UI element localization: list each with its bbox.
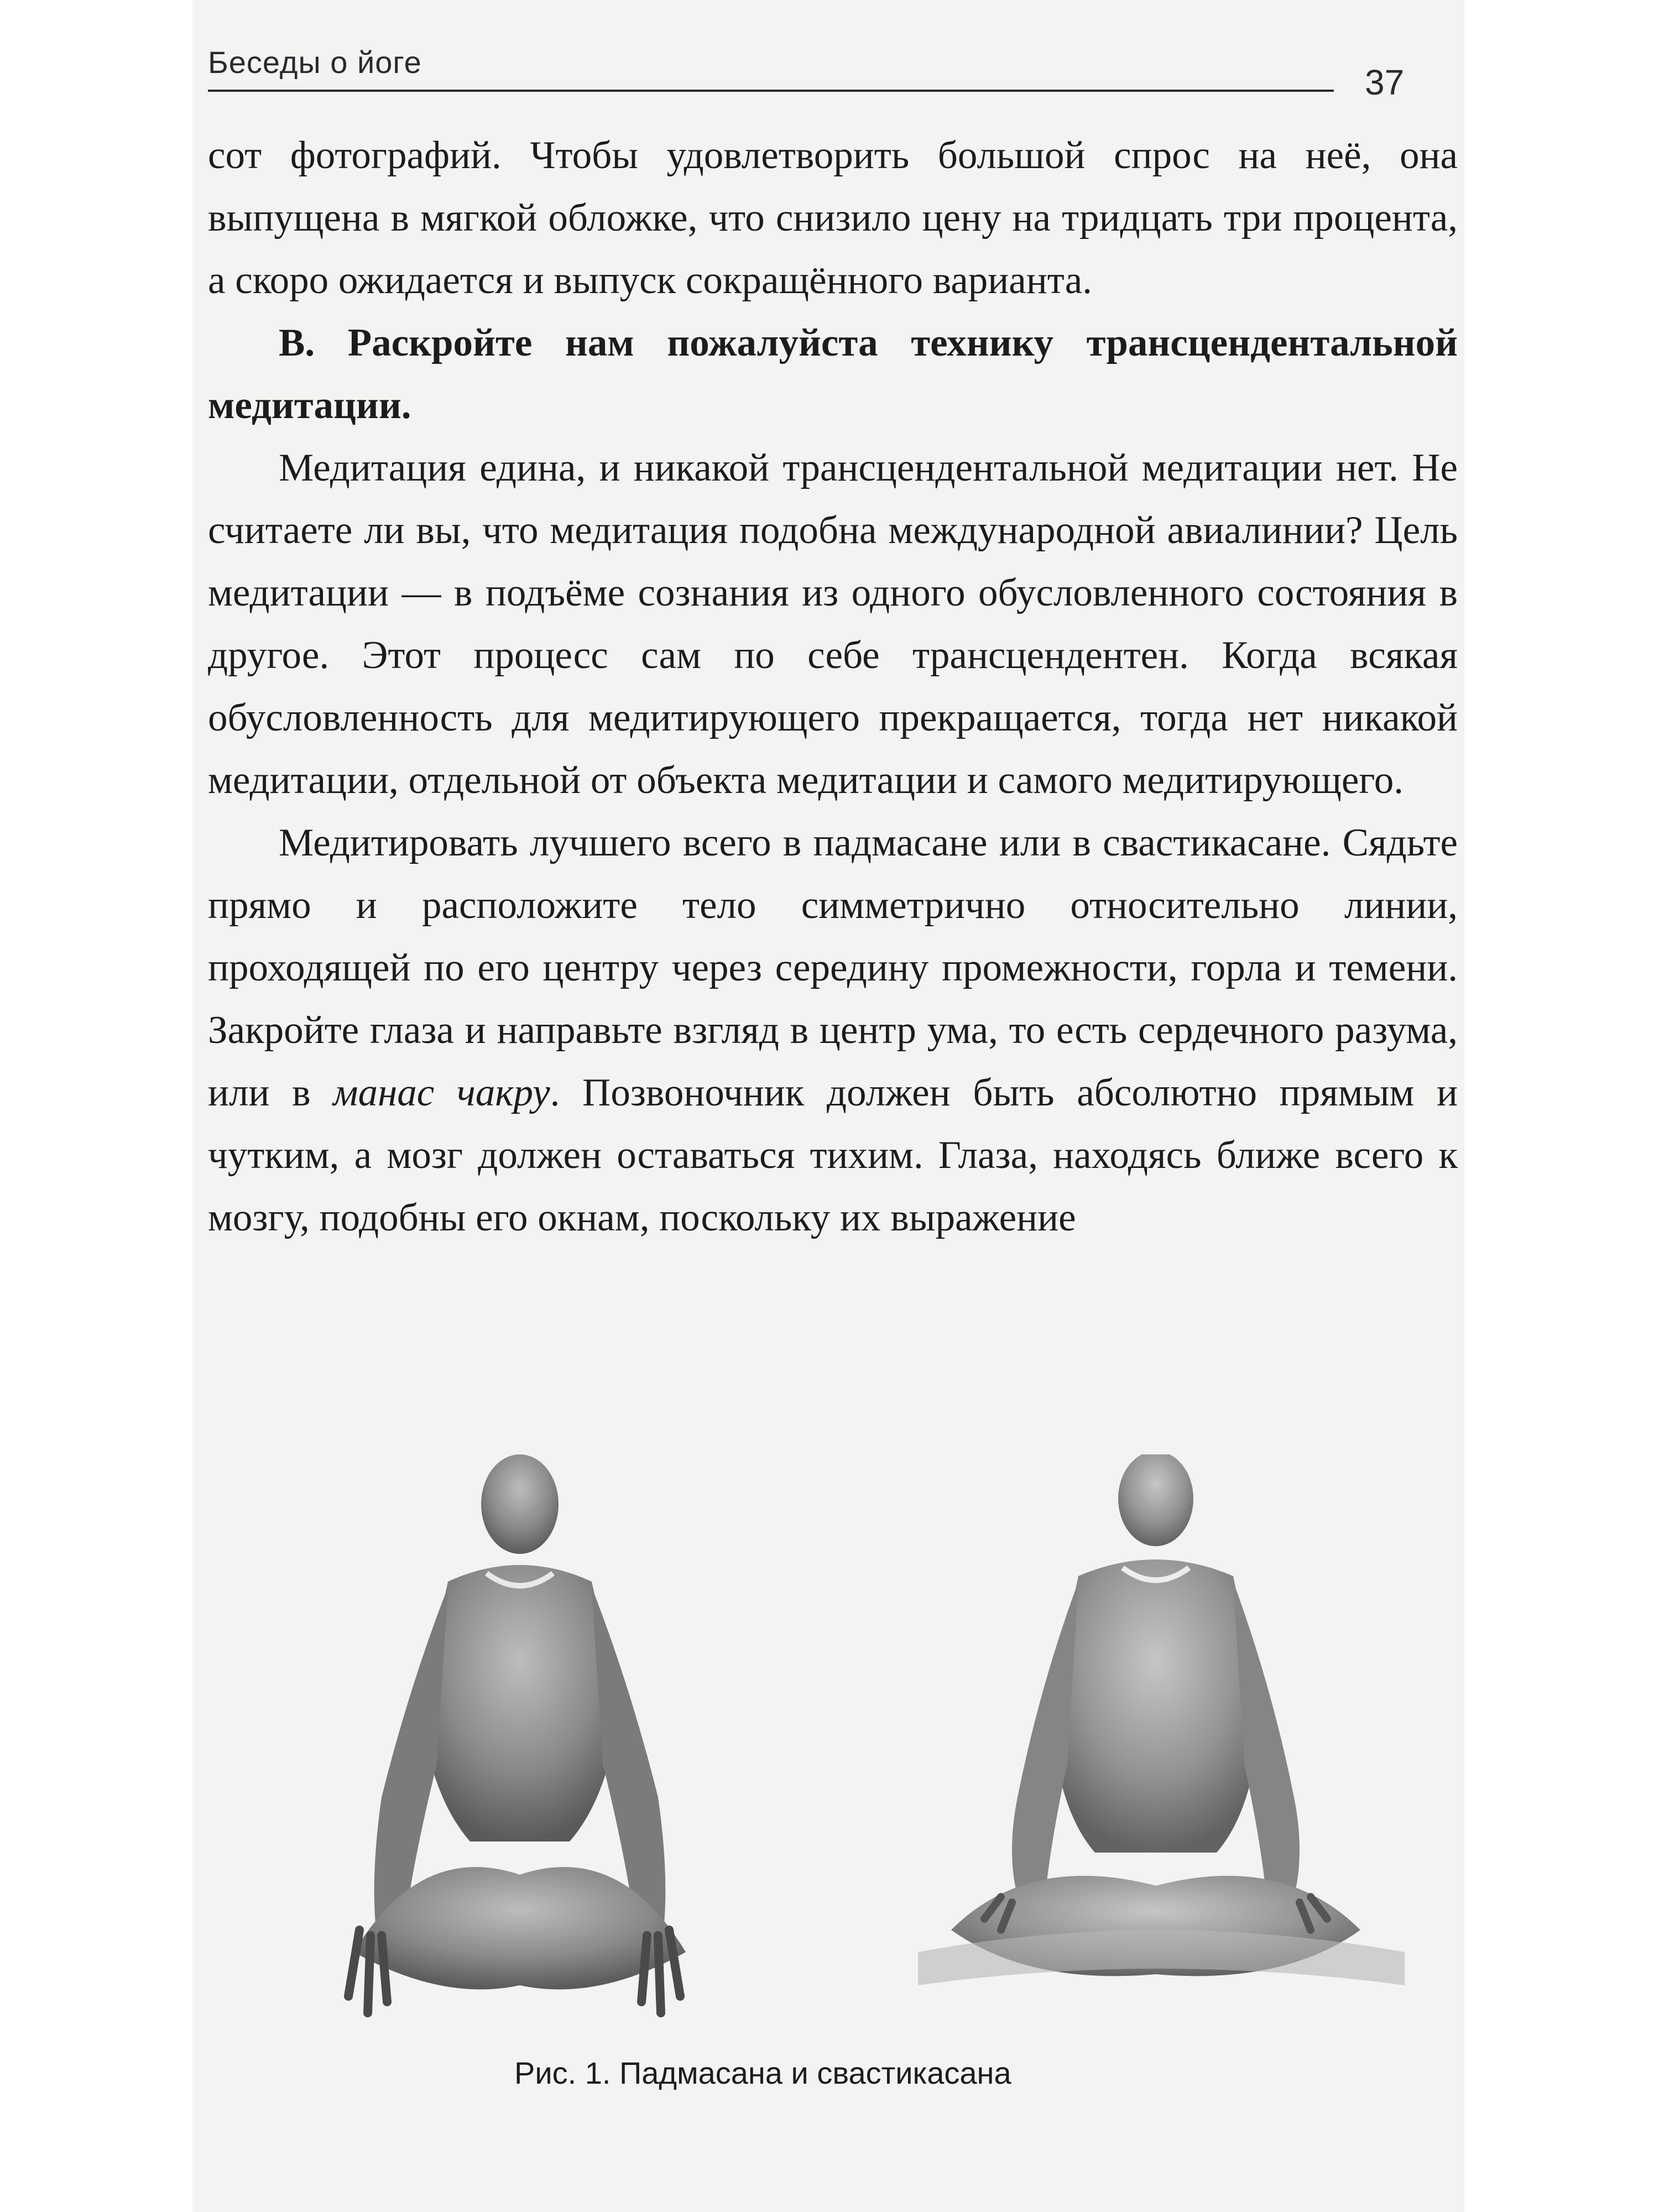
padmasana-figure xyxy=(348,1454,686,2013)
posture-text-start: Медитировать лучшего всего в падмасане или в свастикасане. Сядьте прямо и расположите тело симметрично относительно линии, проходящей по его центру через середину промежности, горла и темени. Закройте глаза и направьте взгляд в центр ума, то есть сердечного разума, или в xyxy=(208,821,1458,1114)
page-number: 37 xyxy=(1365,62,1405,102)
paragraph-posture xyxy=(208,812,1458,1249)
manas-chakra-term: манас чакру xyxy=(333,1071,550,1114)
question-heading: В. Раскройте нам пожалуйста технику трансцендентальной медитации. xyxy=(208,321,1458,427)
svastikasana-figure xyxy=(918,1454,1405,1985)
paragraph-continuation: сот фотографий. Чтобы удовлетворить большой спрос на неё, она выпущена в мягкой обложке, что снизило цену на тридцать три процента, а скоро ожидается и выпуск сокращённого варианта. xyxy=(208,134,1458,302)
paragraph-meditation: Медитация едина, и никакой трансцендентальной медитации нет. Не считаете ли вы, что медитация подобна международной авиалинии? Цель медитации — в подъёме сознания из одного обусловленного состояния в другое. Этот процесс сам по себе трансцендентен. Когда всякая обусловленность для медитирующего прекращается, тогда нет никакой медитации, отдельной от объекта медитации и самого медитирующего. xyxy=(208,446,1458,802)
header-rule xyxy=(208,90,1334,92)
figure-photo-padmasana-svastikasana xyxy=(310,1454,1416,2041)
body-text xyxy=(208,124,1458,1249)
figure-caption: Рис. 1. Падмасана и свастикасана xyxy=(514,2056,1011,2090)
posture-text-end: . Позвоночник должен быть абсолютно прямым и чутким, а мозг должен оставаться тихим. Глаза, находясь ближе всего к мозгу, подобны его окнам, поскольку их выражение xyxy=(208,1071,1458,1239)
running-title: Беседы о йоге xyxy=(208,45,422,80)
